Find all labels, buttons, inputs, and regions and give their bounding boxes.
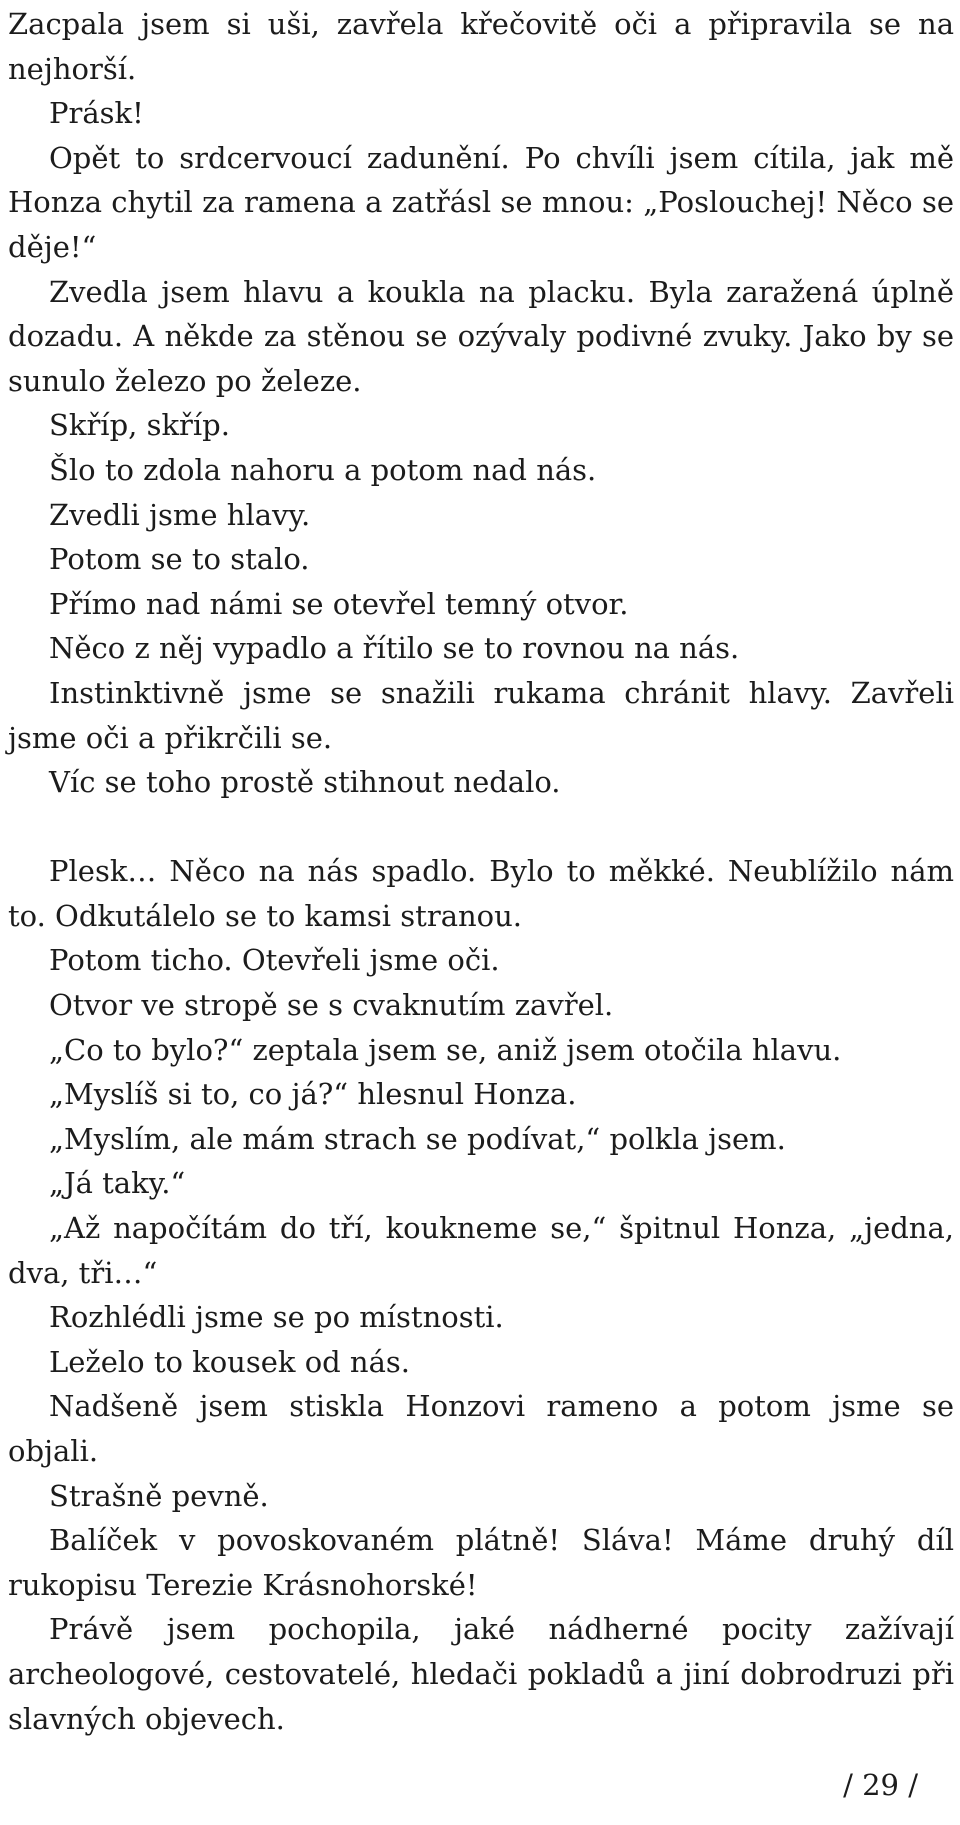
page-number: / 29 /	[843, 1768, 918, 1802]
paragraph-20: „Až napočítám do tří, koukneme se,“ špitnul Honza, „jedna, dva, tři…“	[8, 1211, 954, 1290]
paragraph-1: Zacpala jsem si uši, zavřela křečovitě oči a připravila se na nejhorší.	[8, 7, 954, 86]
paragraph-5: Skříp, skříp.	[49, 408, 230, 443]
paragraph-17: „Myslíš si to, co já?“ hlesnul Honza.	[49, 1077, 577, 1112]
paragraph-25: Balíček v povoskovaném plátně! Sláva! Máme druhý díl rukopisu Terezie Krásnohorské!	[8, 1523, 954, 1602]
paragraph-23: Nadšeně jsem stiskla Honzovi rameno a potom jsme se objali.	[8, 1389, 954, 1468]
paragraph-15: Otvor ve stropě se s cvaknutím zavřel.	[49, 988, 614, 1023]
paragraph-14: Potom ticho. Otevřeli jsme oči.	[49, 943, 500, 978]
paragraph-2: Prásk!	[49, 96, 144, 131]
paragraph-19: „Já taky.“	[49, 1166, 186, 1201]
paragraph-18: „Myslím, ale mám strach se podívat,“ polkla jsem.	[49, 1121, 786, 1156]
paragraph-22: Leželo to kousek od nás.	[49, 1344, 410, 1379]
paragraph-16: „Co to bylo?“ zeptala jsem se, aniž jsem otočila hlavu.	[49, 1032, 842, 1067]
paragraph-26: Právě jsem pochopila, jaké nádherné pocity zažívají archeologové, cestovatelé, hledači pokladů a jiní dobrodruzi při slavných objevech.	[8, 1612, 954, 1736]
paragraph-9: Přímo nad námi se otevřel temný otvor.	[49, 586, 629, 621]
paragraph-3: Opět to srdcervoucí zadunění. Po chvíli jsem cítila, jak mě Honza chytil za ramena a zatřásl se mnou: „Poslouchej! Něco se děje!“	[8, 140, 954, 264]
paragraph-13: Plesk… Něco na nás spadlo. Bylo to měkké. Neublížilo nám to. Odkutálelo se to kamsi stranou.	[8, 854, 954, 933]
paragraph-4: Zvedla jsem hlavu a koukla na placku. Byla zaražená úplně dozadu. A někde za stěnou se ozývaly podivné zvuky. Jako by se sunulo železo po železe.	[8, 274, 954, 398]
paragraph-7: Zvedli jsme hlavy.	[49, 497, 311, 532]
paragraph-11: Instinktivně jsme se snažili rukama chránit hlavy. Zavřeli jsme oči a přikrčili se.	[8, 675, 954, 755]
paragraph-6: Šlo to zdola nahoru a potom nad nás.	[49, 452, 597, 487]
book-page	[8, 0, 954, 1825]
paragraph-21: Rozhlédli jsme se po místnosti.	[49, 1300, 504, 1335]
paragraph-8: Potom se to stalo.	[49, 542, 310, 577]
paragraph-10: Něco z něj vypadlo a řítilo se to rovnou na nás.	[49, 631, 740, 666]
paragraph-12: Víc se toho prostě stihnout nedalo.	[49, 765, 561, 800]
paragraph-24: Strašně pevně.	[49, 1478, 269, 1513]
